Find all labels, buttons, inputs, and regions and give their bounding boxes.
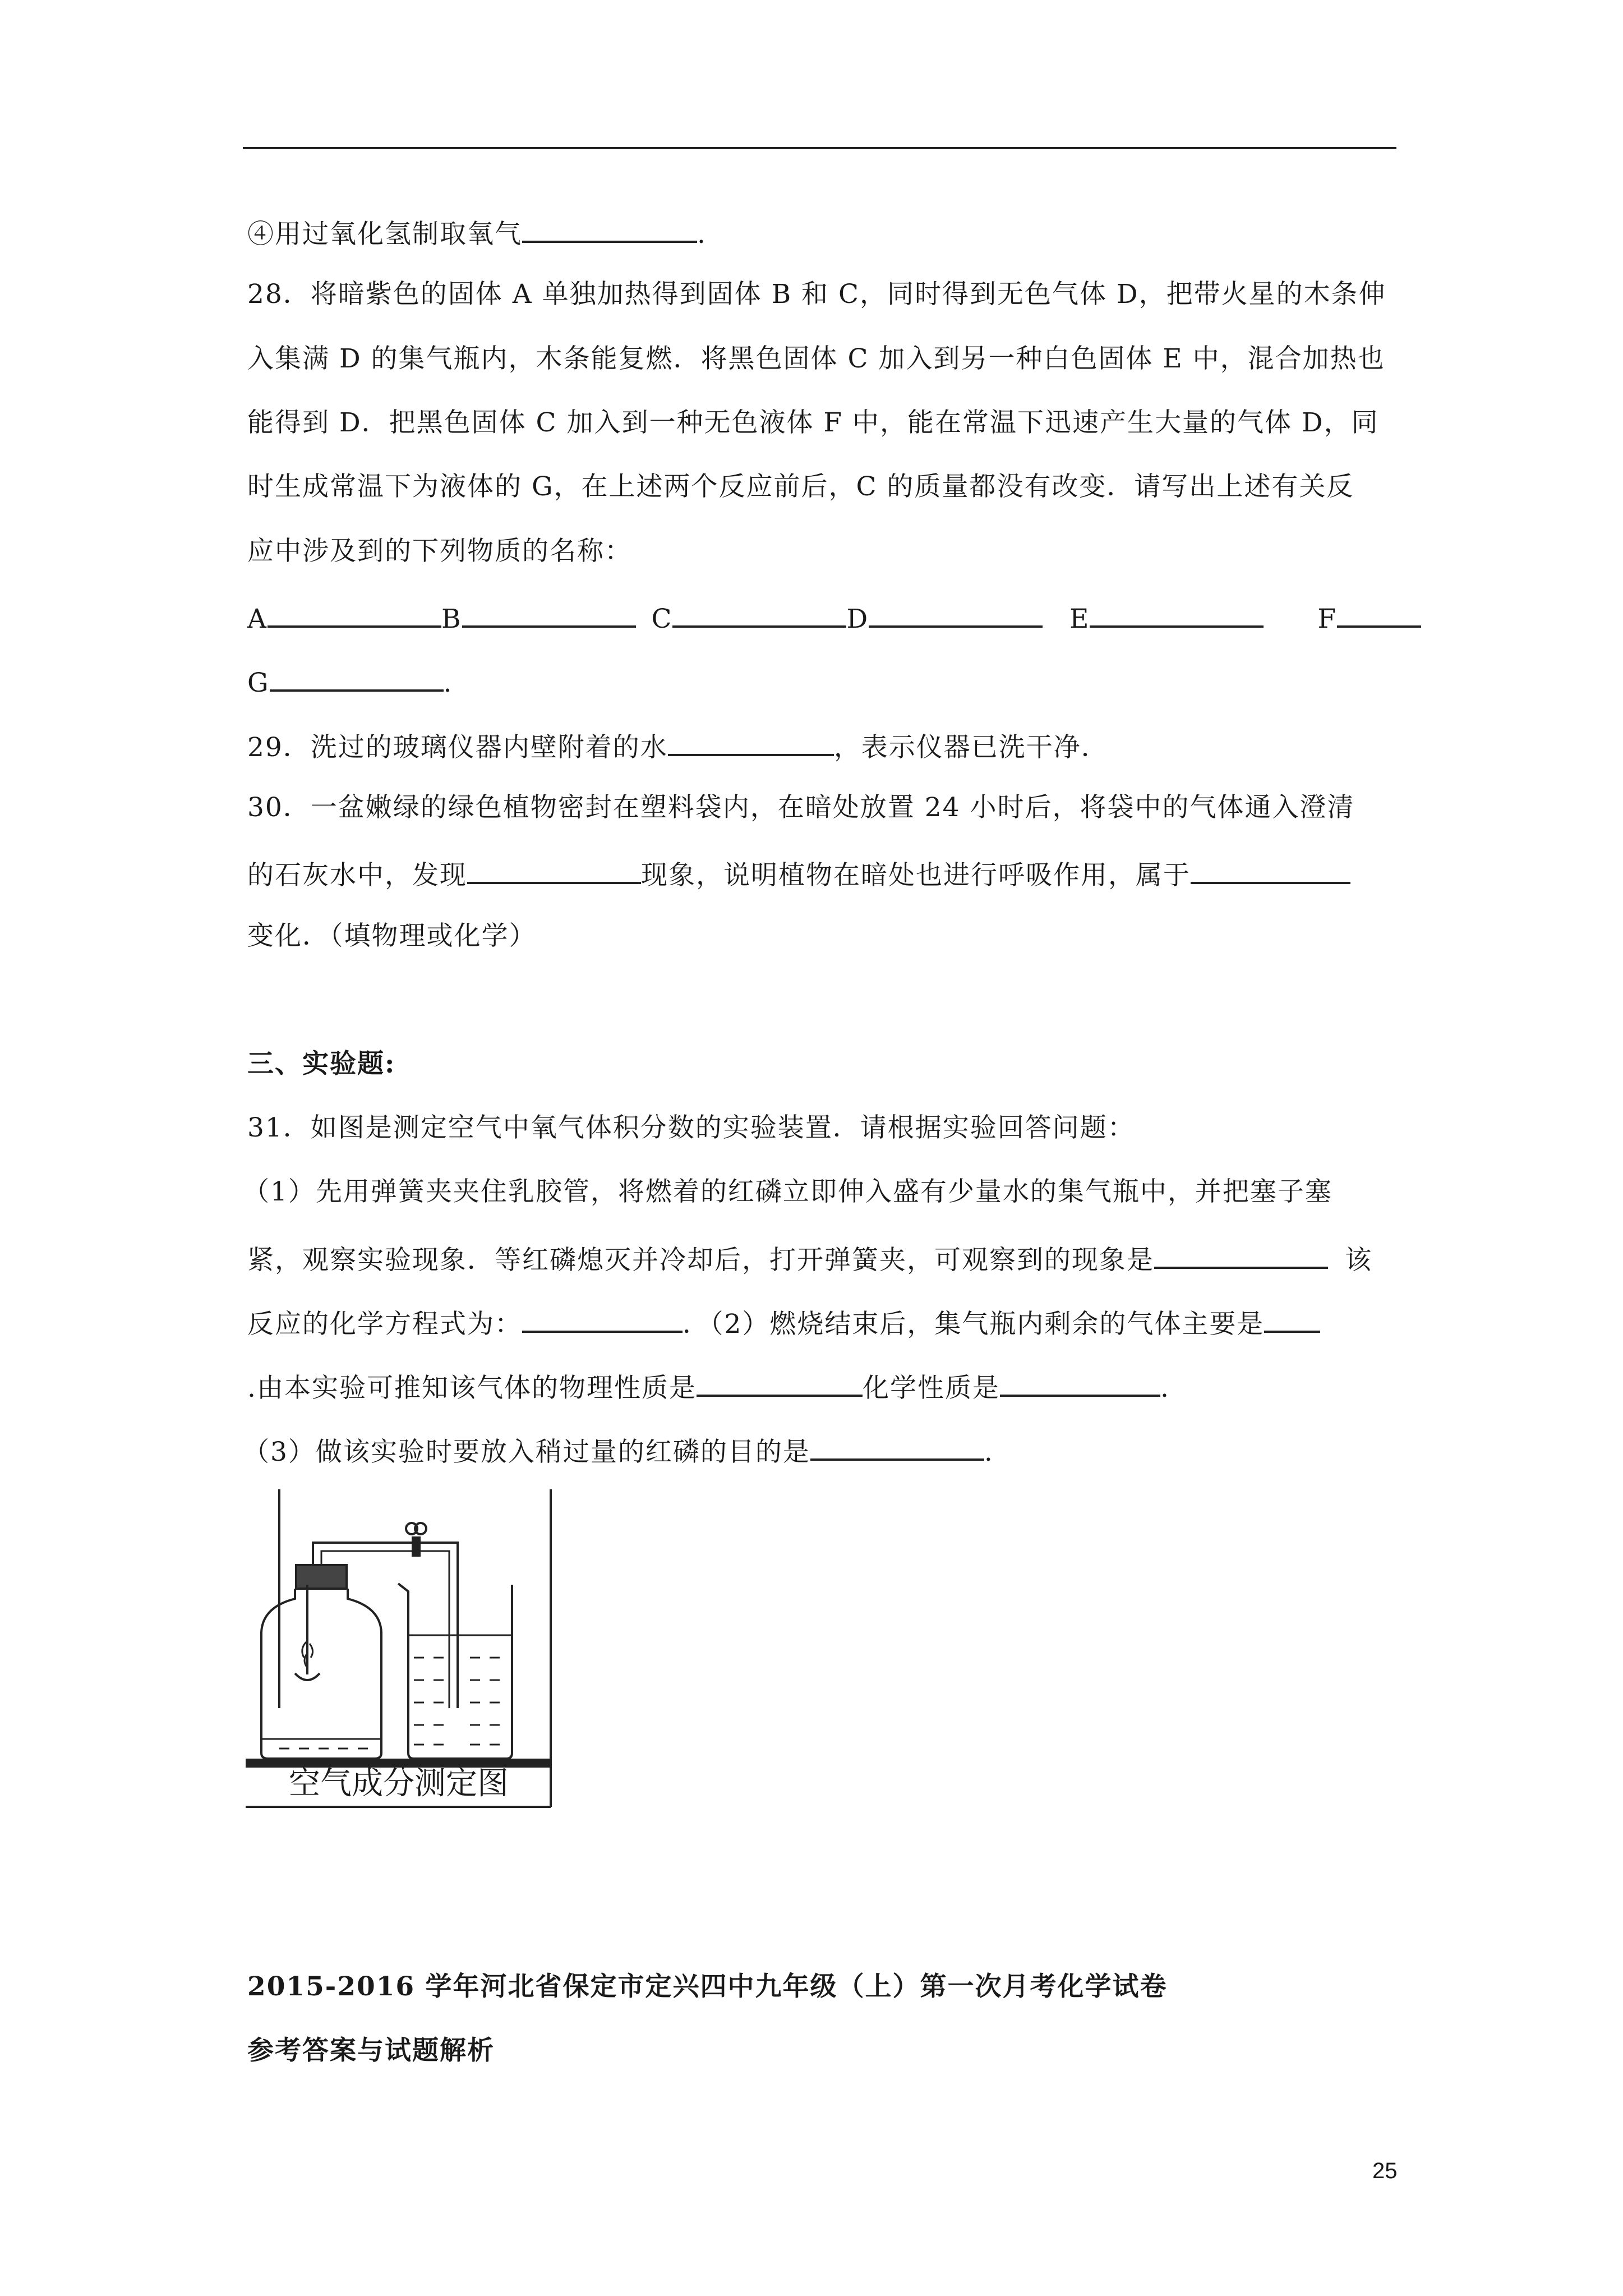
q30-line-2: 的石灰水中，发现 现象，说明植物在暗处也进行呼吸作用，属于 bbox=[247, 855, 1350, 892]
q28-line-4: 时生成常温下为液体的 G，在上述两个反应前后，C 的质量都没有改变．请写出上述有关反 bbox=[247, 471, 1354, 502]
blank-A[interactable] bbox=[268, 599, 441, 628]
q28-g-row: G . bbox=[247, 662, 453, 700]
q31-p1-line-1: （1）先用弹簧夹夹住乳胶管，将燃着的红磷立即伸入盛有少量水的集气瓶中，并把塞子塞 bbox=[243, 1176, 1332, 1207]
q27-item4-line: ④用过氧化氢制取氧气 . bbox=[247, 214, 707, 251]
label-E: E bbox=[1069, 604, 1090, 634]
beaker bbox=[398, 1584, 512, 1759]
answer-section-subtitle: 参考答案与试题解析 bbox=[247, 2035, 495, 2066]
label-C: C bbox=[651, 604, 673, 634]
q27-item4-text: ④用过氧化氢制取氧气 bbox=[247, 219, 522, 250]
q29-line: 29．洗过的玻璃仪器内壁附着的水 ，表示仪器已洗干净． bbox=[247, 727, 1109, 765]
q28-line-1: 28．将暗紫色的固体 A 单独加热得到固体 B 和 C，同时得到无色气体 D，把带火星的木条伸 bbox=[247, 279, 1386, 310]
label-D: D bbox=[846, 604, 869, 634]
q31-blank-equation[interactable] bbox=[522, 1304, 683, 1333]
blank-F[interactable] bbox=[1337, 599, 1421, 628]
page-number: 25 bbox=[1372, 2159, 1398, 2183]
q30-line-1: 30．一盆嫩绿的绿色植物密封在塑料袋内，在暗处放置 24 小时后，将袋中的气体通入澄清 bbox=[247, 792, 1355, 823]
answer-blank[interactable] bbox=[522, 214, 697, 243]
q28-line-2: 入集满 D 的集气瓶内，木条能复燃．将黑色固体 C 加入到另一种白色固体 E 中，混合加热也 bbox=[247, 343, 1385, 374]
q31-intro: 31．如图是测定空气中氧气体积分数的实验装置．请根据实验回答问题： bbox=[247, 1112, 1135, 1143]
q31-blank-gas[interactable] bbox=[1264, 1304, 1320, 1333]
blank-B[interactable] bbox=[462, 599, 636, 628]
stopper bbox=[296, 1565, 347, 1589]
q31-p1-line-3: 反应的化学方程式为： ．（2）燃烧结束后，集气瓶内剩余的气体主要是 bbox=[247, 1304, 1320, 1341]
apparatus-figure bbox=[246, 1489, 552, 1808]
q28-answer-row bbox=[247, 599, 1421, 636]
q31-p1-line-2: 紧，观察实验现象．等红磷熄灭并冷却后，打开弹簧夹，可观察到的现象是 该 bbox=[247, 1240, 1372, 1277]
q28-line-5: 应中涉及到的下列物质的名称： bbox=[247, 536, 632, 567]
q28-line-3: 能得到 D．把黑色固体 C 加入到一种无色液体 F 中，能在常温下迅速产生大量的气体 D，同 bbox=[247, 407, 1379, 438]
q31-p1-line-4: .由本实验可推知该气体的物理性质是 化学性质是 . bbox=[247, 1368, 1170, 1405]
spring-clamp bbox=[413, 1538, 419, 1556]
section-3-title: 三、实验题: bbox=[247, 1048, 396, 1079]
q31-p3-line: （3）做该实验时要放入稍过量的红磷的目的是 . bbox=[243, 1432, 994, 1469]
blank-C[interactable] bbox=[672, 599, 846, 628]
q31-blank-physical[interactable] bbox=[697, 1368, 863, 1397]
label-B: B bbox=[441, 604, 462, 634]
blank-E[interactable] bbox=[1090, 599, 1264, 628]
q30-blank-2[interactable] bbox=[1191, 855, 1350, 884]
q29-blank[interactable] bbox=[668, 727, 834, 756]
label-F: F bbox=[1317, 604, 1338, 634]
header-rule bbox=[243, 147, 1396, 149]
q31-blank-phenomenon[interactable] bbox=[1154, 1240, 1328, 1269]
answer-section-title: 2015-2016 学年河北省保定市定兴四中九年级（上）第一次月考化学试卷 bbox=[247, 1971, 1168, 2002]
q30-blank-1[interactable] bbox=[467, 855, 641, 884]
q31-blank-purpose[interactable] bbox=[810, 1432, 984, 1461]
q30-line-3: 变化．（填物理或化学） bbox=[247, 921, 537, 951]
blank-G[interactable] bbox=[270, 662, 444, 692]
q31-blank-chemical[interactable] bbox=[1000, 1368, 1160, 1397]
label-G: G bbox=[247, 668, 270, 698]
figure-caption: 空气成分测定图 bbox=[289, 1765, 509, 1801]
label-A: A bbox=[247, 604, 268, 634]
blank-D[interactable] bbox=[869, 599, 1043, 628]
